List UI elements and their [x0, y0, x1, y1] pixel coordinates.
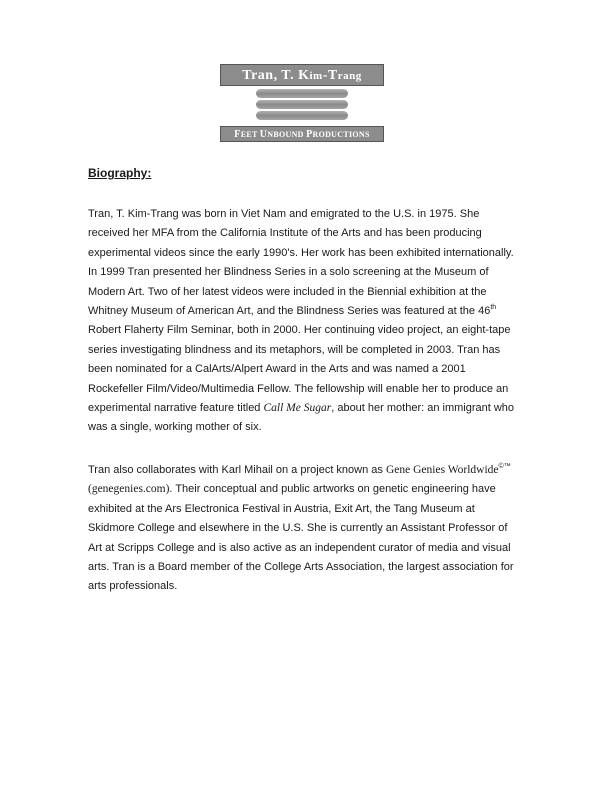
text-line: experimental videos since the early 1990's. Her work has been exhibited internationally.: [88, 246, 514, 259]
text-line: exhibited at the Ars Electronica Festival in Austria, Exit Art, the Tang Museum at: [88, 502, 475, 515]
text-line: Tran also collaborates with Karl Mihail on a project known as Gene Genies Worldwide©™: [88, 463, 511, 476]
text-line: In 1999 Tran presented her Blindness Series in a solo screening at the Museum of: [88, 266, 489, 279]
company-logo: [220, 64, 384, 142]
text-line: arts professionals.: [88, 580, 178, 593]
text-line: (genegenies.com). Their conceptual and public artworks on genetic engineering have: [88, 483, 496, 496]
trademark-mark: ©™: [498, 463, 511, 470]
logo-bar: [256, 89, 348, 98]
text-line: arts. Tran is a Board member of the College Arts Association, the largest association for: [88, 561, 514, 574]
text-line: Modern Art. Two of her latest videos were included in the Biennial exhibition at the: [88, 285, 487, 298]
biography-paragraph-2: [88, 461, 528, 597]
superscript-th: th: [490, 304, 497, 312]
text-line: was a single, working mother of six.: [88, 421, 262, 434]
logo-bar: [256, 111, 348, 120]
text-line: Whitney Museum of American Art, and the Blindness Series was featured at the 46th: [88, 304, 497, 318]
text-line: Tran, T. Kim-Trang was born in Viet Nam and emigrated to the U.S. in 1975. She: [88, 208, 480, 220]
text-line: Art at Scripps College and is also active as an independent curator of media and visual: [88, 541, 511, 554]
biography-heading: Biography:: [88, 166, 152, 180]
logo-company-name: FEET UNBOUND PRODUCTIONS: [220, 126, 384, 142]
logo-bar: [256, 100, 348, 109]
text-line: experimental narrative feature titled Call Me Sugar, about her mother: an immigrant who: [88, 402, 515, 415]
text-line: Skidmore College and elsewhere in the U.S. She is currently an Assistant Professor of: [88, 522, 508, 535]
logo-artist-name: Tran, T. Kim-Trang: [220, 64, 384, 86]
text-line: Robert Flaherty Film Seminar, both in 2000. Her continuing video project, an eight-tape: [88, 324, 511, 337]
text-line: Rockefeller Film/Video/Multimedia Fellow. The fellowship will enable her to produce an: [88, 382, 509, 395]
text-line: been nominated for a CalArts/Alpert Award in the Arts and was named a 2001: [88, 363, 466, 376]
biography-paragraph-1: [88, 205, 528, 438]
text-line: received her MFA from the California Institute of the Arts and has been producing: [88, 227, 482, 240]
project-website: (genegenies.com): [88, 483, 170, 496]
text-line: series investigating blindness and its metaphors, will be completed in 2003. Tran has: [88, 343, 501, 356]
film-title: Call Me Sugar: [263, 402, 332, 415]
project-name: Gene Genies Worldwide: [385, 464, 499, 476]
